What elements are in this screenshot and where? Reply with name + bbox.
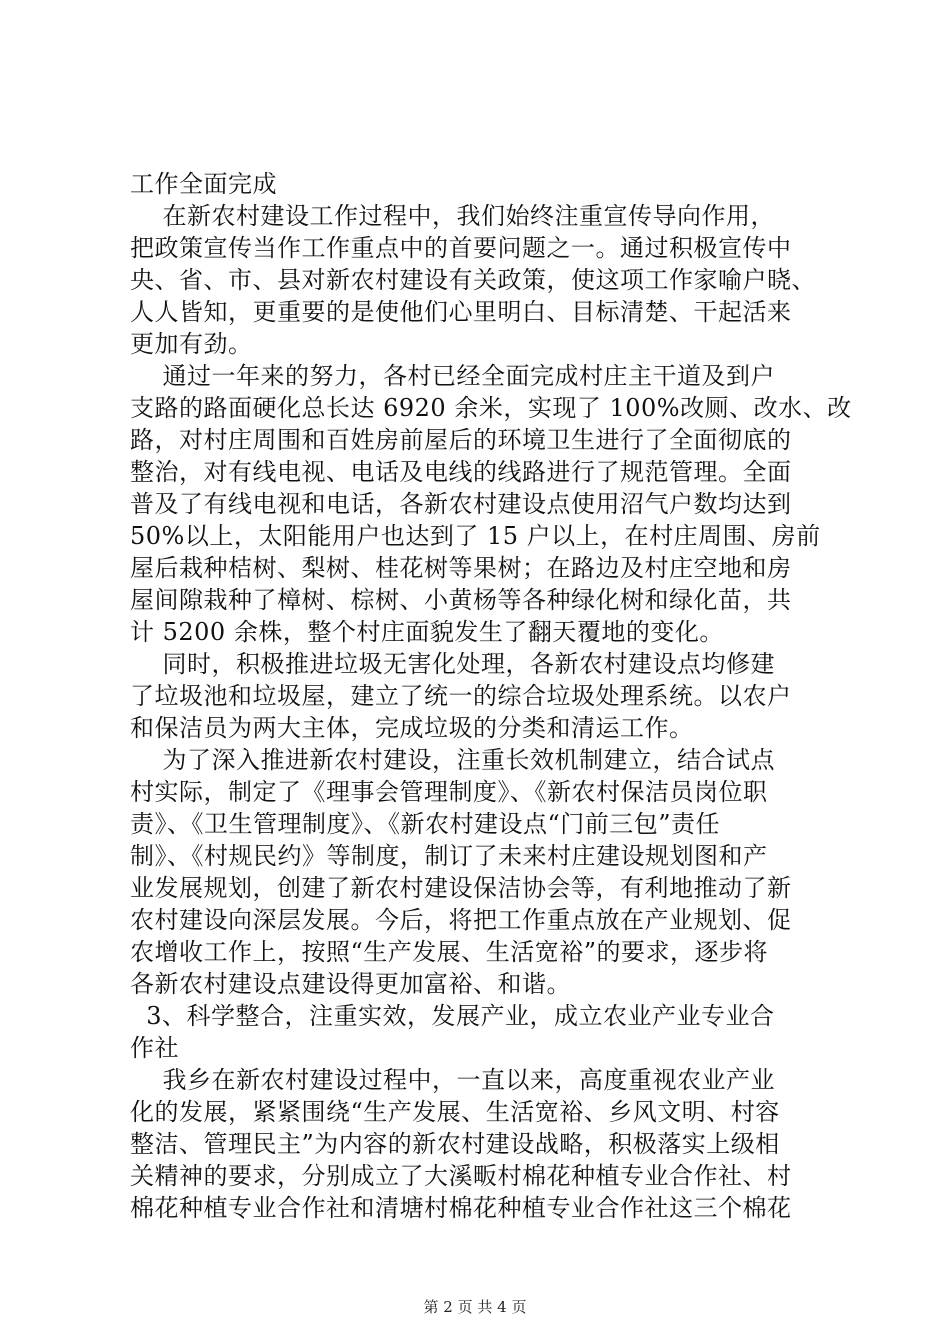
text-line: 关精神的要求，分别成立了大溪畈村棉花种植专业合作社、村	[130, 1162, 792, 1190]
text-line: 通过一年来的努力，各村已经全面完成村庄主干道及到户	[130, 362, 776, 390]
text-line: 作社	[130, 1034, 179, 1062]
text-line: 在新农村建设工作过程中，我们始终注重宣传导向作用，	[130, 202, 776, 230]
text-line: 各新农村建设点建设得更加富裕、和谐。	[130, 970, 571, 998]
text-line: 计 5200 余株，整个村庄面貌发生了翻天覆地的变化。	[130, 618, 724, 646]
text-line: 为了深入推进新农村建设，注重长效机制建立，结合试点	[130, 746, 776, 774]
text-line: 同时，积极推进垃圾无害化处理，各新农村建设点均修建	[130, 650, 776, 678]
page-footer: 第 2 页 共 4 页	[423, 1298, 527, 1316]
text-line: 50%以上，太阳能用户也达到了 15 户以上，在村庄周围、房前	[130, 522, 821, 550]
text-line: 化的发展，紧紧围绕“生产发展、生活宽裕、乡风文明、村容	[130, 1098, 780, 1126]
document-body	[130, 168, 852, 1224]
text-line: 央、省、市、县对新农村建设有关政策，使这项工作家喻户晓、	[130, 266, 816, 294]
text-line: 村实际，制定了《理事会管理制度》、《新农村保洁员岗位职	[130, 778, 768, 806]
text-line: 棉花种植专业合作社和清塘村棉花种植专业合作社这三个棉花	[130, 1194, 792, 1222]
text-line: 支路的路面硬化总长达 6920 余米，实现了 100%改厕、改水、改	[130, 394, 852, 422]
text-line: 整洁、管理民主”为内容的新农村建设战略，积极落实上级相	[130, 1130, 780, 1158]
text-line: 工作全面完成	[130, 170, 277, 198]
text-line: 屋间隙栽种了樟树、棕树、小黄杨等各种绿化树和绿化苗，共	[130, 586, 792, 614]
text-line: 整治，对有线电视、电话及电线的线路进行了规范管理。全面	[130, 458, 792, 486]
text-line: 和保洁员为两大主体，完成垃圾的分类和清运工作。	[130, 714, 694, 742]
text-line: 农增收工作上，按照“生产发展、生活宽裕”的要求，逐步将	[130, 938, 769, 966]
text-line: 更加有劲。	[130, 330, 253, 358]
text-line: 路，对村庄周围和百姓房前屋后的环境卫生进行了全面彻底的	[130, 426, 792, 454]
text-line: 我乡在新农村建设过程中，一直以来，高度重视农业产业	[130, 1066, 776, 1094]
text-line: 制》、《村规民约》等制度，制订了未来村庄建设规划图和产	[130, 842, 768, 870]
text-line: 责》、《卫生管理制度》、《新农村建设点“门前三包”责任	[130, 810, 721, 838]
text-line: 农村建设向深层发展。今后，将把工作重点放在产业规划、促	[130, 906, 792, 934]
text-line: 人人皆知，更重要的是使他们心里明白、目标清楚、干起活来	[130, 298, 792, 326]
text-line: 屋后栽种桔树、梨树、桂花树等果树；在路边及村庄空地和房	[130, 554, 792, 582]
text-line: 业发展规划，创建了新农村建设保洁协会等，有利地推动了新	[130, 874, 792, 902]
text-line: 普及了有线电视和电话，各新农村建设点使用沼气户数均达到	[130, 490, 792, 518]
text-line: 把政策宣传当作工作重点中的首要问题之一。通过积极宣传中	[130, 234, 792, 262]
text-line: 了垃圾池和垃圾屋，建立了统一的综合垃圾处理系统。以农户	[130, 682, 792, 710]
text-line: 3、科学整合，注重实效，发展产业，成立农业产业专业合	[130, 1002, 775, 1030]
